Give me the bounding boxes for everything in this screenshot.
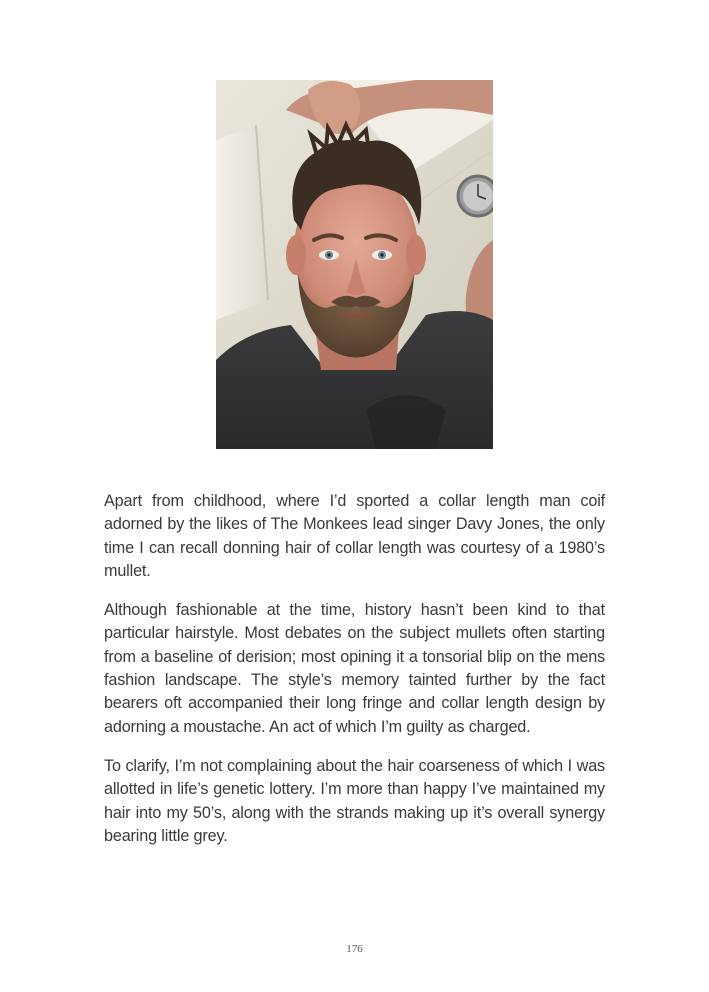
paragraph-2: Although fashionable at the time, history hasn’t been kind to that particular hairstyle. Most debates on the subject mullets often starting from a baseline of derision; most opining it a tonsorial blip on the mens fashion landscape. The style’s memory tainted further by the fact bearers oft accompanied their long fringe and collar length design by adorning a moustache. An act of which I’m guilty as charged.	[104, 601, 605, 736]
portrait-photo	[216, 80, 493, 449]
paragraph-1: Apart from childhood, where I’d sported a collar length man coif adorned by the likes of The Monkees lead singer Davy Jones, the only time I can recall donning hair of collar length was courtesy of a 1980’s mullet.	[104, 492, 605, 580]
paragraph-3: To clarify, I’m not complaining about the hair coarseness of which I was allotted in life’s genetic lottery. I’m more than happy I’ve maintained my hair into my 50’s, along with the strands making up it’s overall synergy bearing little grey.	[104, 756, 605, 845]
page-number: 176	[346, 943, 363, 955]
portrait-illustration	[216, 80, 493, 449]
body-text	[104, 490, 605, 864]
